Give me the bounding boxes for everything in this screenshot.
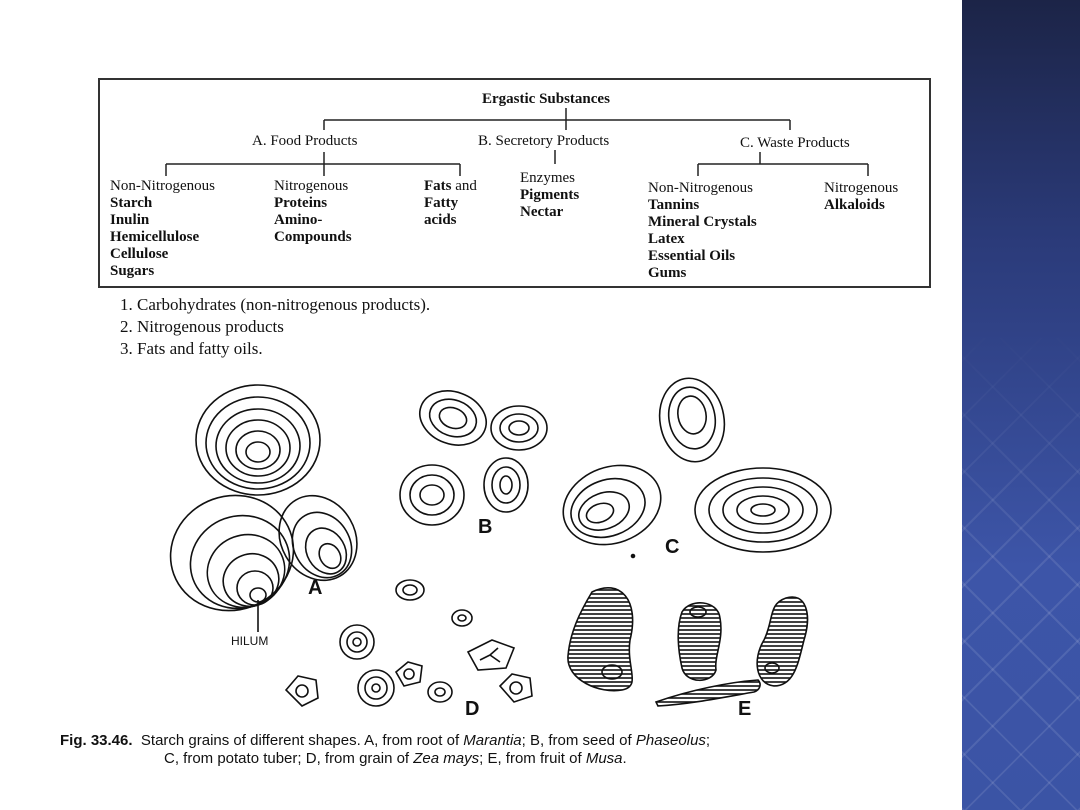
grain-d-6: [358, 670, 394, 706]
grain-c-3: [695, 468, 831, 552]
grain-c-1: [653, 373, 731, 467]
list-item: Compounds: [274, 229, 352, 245]
column-heading: Enzymes: [520, 170, 575, 186]
list-item: Essential Oils: [648, 248, 736, 264]
list-item: 3. Fats and fatty oils.: [120, 339, 263, 358]
grain-d-2: [452, 610, 472, 626]
grain-c-2: [552, 452, 672, 558]
caption-text: ; B, from seed of: [521, 732, 636, 749]
grain-d-5: [396, 662, 422, 686]
category-waste: C. Waste Products: [740, 135, 850, 151]
column-heading: Nitrogenous: [824, 180, 899, 196]
column-heading: Nitrogenous: [274, 178, 349, 194]
column-heading: Non-Nitrogenous: [110, 178, 215, 194]
category-food: A. Food Products: [252, 133, 358, 149]
grain-d-1: [396, 580, 424, 600]
grain-b-4: [484, 458, 528, 512]
list-item: acids: [424, 212, 457, 228]
list-item: Fatty: [424, 195, 459, 211]
figure-caption: [60, 732, 955, 768]
caption-species: Phaseolus: [635, 732, 706, 749]
slide-sidebar-decoration: [962, 0, 1080, 810]
list-item: Proteins: [274, 195, 328, 211]
grain-b-3: [400, 465, 464, 525]
caption-species: Zea mays: [413, 750, 480, 767]
column-heading: Non-Nitrogenous: [648, 180, 753, 196]
list-item: Gums: [648, 265, 687, 281]
grain-label-a: A: [308, 577, 323, 599]
grain-b-2: [491, 406, 547, 450]
list-item: 1. Carbohydrates (non-nitrogenous products).: [120, 295, 431, 314]
list-item: 2. Nitrogenous products: [120, 317, 284, 336]
list-item: Cellulose: [110, 246, 169, 262]
grain-d-4: [468, 640, 514, 670]
list-item: Hemicellulose: [110, 229, 200, 245]
fats-heading-rest: and: [455, 178, 477, 194]
caption-text: ;: [705, 732, 711, 749]
list-item: Alkaloids: [824, 197, 885, 213]
caption-text: C, from potato tuber; D, from grain of: [164, 750, 414, 767]
grain-label-d: D: [465, 698, 480, 720]
fats-heading-bold: Fats: [424, 178, 452, 194]
caption-text: ; E, from fruit of: [479, 750, 586, 767]
grain-label-e: E: [738, 698, 752, 720]
list-item: Inulin: [110, 212, 150, 228]
caption-text: .: [622, 750, 627, 767]
grain-label-c: C: [665, 536, 680, 558]
grain-d-9: [500, 674, 532, 702]
root-heading: Ergastic Substances: [482, 91, 610, 107]
list-item: Sugars: [110, 263, 155, 279]
caption-fig-label: Fig. 33.46.: [60, 732, 133, 749]
grain-a-1: [196, 385, 320, 495]
category-secretory: B. Secretory Products: [478, 133, 610, 149]
grain-e-2: [678, 603, 721, 680]
grain-d-7: [286, 676, 318, 706]
list-item: Nectar: [520, 204, 564, 220]
caption-species: Musa: [585, 750, 623, 767]
list-item: Latex: [648, 231, 685, 247]
grain-label-b: B: [478, 516, 493, 538]
list-item: Starch: [110, 195, 153, 211]
list-item: Pigments: [520, 187, 580, 203]
grain-d-8: [428, 682, 452, 702]
grain-a-2: [154, 478, 310, 628]
hilum-label: HILUM: [231, 634, 269, 648]
caption-species: Marantia: [463, 732, 522, 749]
caption-text: Starch grains of different shapes. A, from root of: [140, 732, 464, 749]
list-item: Tannins: [648, 197, 700, 213]
grain-d-3: [340, 625, 374, 659]
grain-b-1: [412, 382, 494, 454]
list-item: Amino-: [274, 212, 323, 228]
list-item: Mineral Crystals: [648, 214, 757, 230]
grain-e-3: [757, 597, 807, 686]
grain-e-1: [568, 588, 633, 691]
